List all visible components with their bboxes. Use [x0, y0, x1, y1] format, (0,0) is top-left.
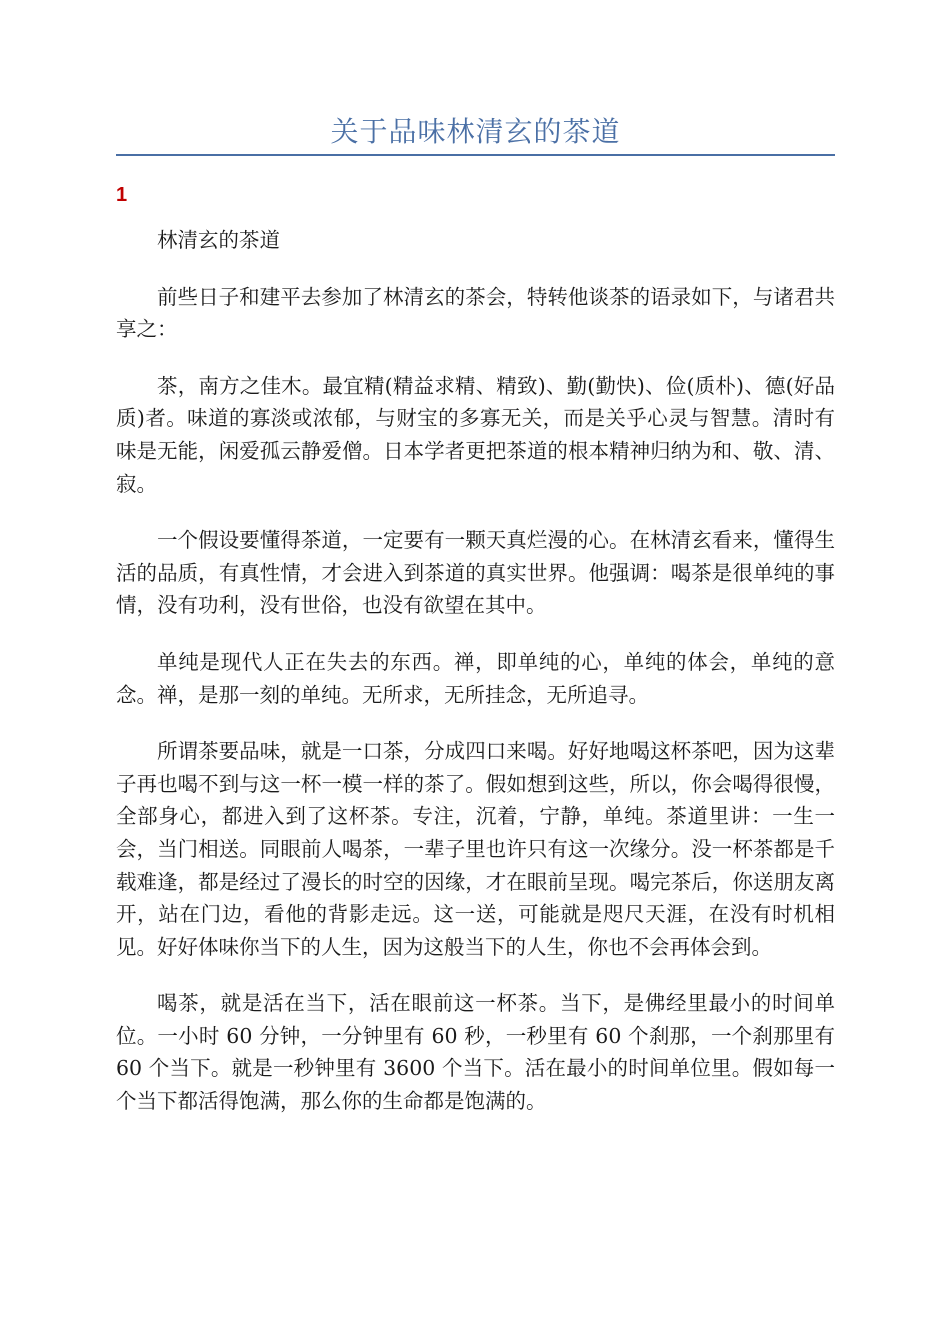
section-number: 1: [116, 184, 128, 206]
paragraph: 单纯是现代人正在失去的东西。禅，即单纯的心，单纯的体会，单纯的意念。禅，是那一刻的单纯。无所求，无所挂念，无所追寻。: [116, 649, 835, 707]
paragraph: 喝茶，就是活在当下，活在眼前这一杯茶。当下，是佛经里最小的时间单位。一小时 60 分钟，一分钟里有 60 秒，一秒里有 60 个刹那，一个刹那里有 60 个当下。就是一秒钟里有 3600 个当下。活在最小的时间单位里。假如每一个当下都活得饱满，那么你的生命都是饱满的。: [116, 991, 835, 1114]
paragraph: 所谓茶要品味，就是一口茶，分成四口来喝。好好地喝这杯茶吧，因为这辈子再也喝不到与这一杯一模一样的茶了。假如想到这些，所以，你会喝得很慢，全部身心，都进入到了这杯茶。专注，沉着，宁静，单纯。茶道里讲：一生一会，当门相送。同眼前人喝茶，一辈子里也许只有这一次缘分。没一杯茶都是千载难逢，都是经过了漫长的时空的因缘，才在眼前呈现。喝完茶后，你送朋友离开，站在门边，看他的背影走远。这一送，可能就是咫尺天涯，在没有时机相见。好好体味你当下的人生，因为这般当下的人生，你也不会再体会到。: [116, 739, 835, 959]
paragraph: 一个假设要懂得茶道，一定要有一颗天真烂漫的心。在林清玄看来，懂得生活的品质，有真性情，才会进入到茶道的真实世界。他强调：喝茶是很单纯的事情，没有功利，没有世俗，也没有欲望在其中。: [116, 528, 835, 618]
document-body: [116, 224, 835, 1142]
document-title: 关于品味林清玄的茶道: [330, 115, 621, 148]
title-underline: [116, 154, 835, 156]
paragraph-subtitle: 林清玄的茶道: [157, 228, 280, 252]
paragraph: 茶，南方之佳木。最宜精(精益求精、精致)、勤(勤快)、俭(质朴)、德(好品质)者。味道的寡淡或浓郁，与财宝的多寡无关，而是关乎心灵与智慧。清时有味是无能，闲爱孤云静爱僧。日本学者更把茶道的根本精神归纳为和、敬、清、寂。: [116, 373, 835, 496]
paragraph: 前些日子和建平去参加了林清玄的茶会，特转他谈茶的语录如下，与诸君共享之：: [116, 284, 835, 342]
